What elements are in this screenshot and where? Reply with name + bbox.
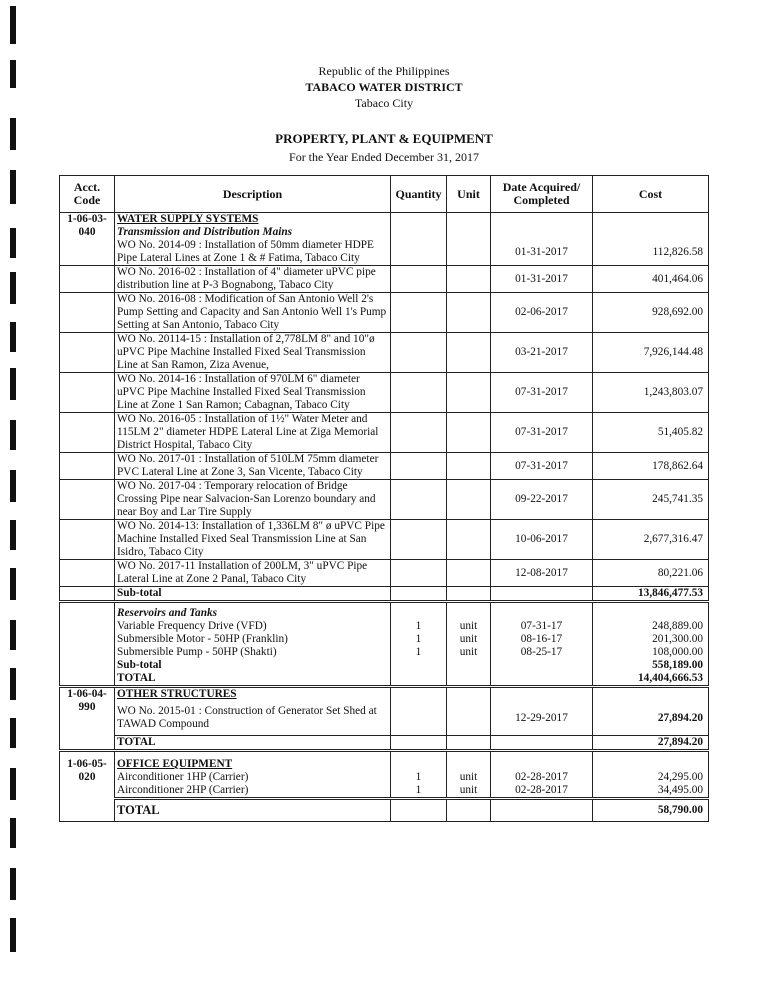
acct-code: 1-06-04- 990 bbox=[60, 687, 115, 736]
table-row bbox=[60, 293, 709, 333]
item-date: 08-25-17 bbox=[491, 646, 593, 659]
item-description: Airconditioner 2HP (Carrier) bbox=[115, 784, 391, 799]
item-cost: 27,894.20 bbox=[593, 701, 709, 736]
item-cost: 245,741.35 bbox=[593, 480, 709, 520]
table-row bbox=[60, 239, 709, 266]
item-cost: 1,243,803.07 bbox=[593, 373, 709, 413]
subsection-row bbox=[60, 602, 709, 621]
total-label: TOTAL bbox=[115, 736, 391, 751]
table-row bbox=[60, 771, 709, 784]
total-row bbox=[60, 672, 709, 687]
item-unit: unit bbox=[447, 784, 491, 799]
col-cost: Cost bbox=[593, 176, 709, 213]
item-cost: 112,826.58 bbox=[593, 239, 709, 266]
item-quantity: 1 bbox=[391, 784, 447, 799]
table-row bbox=[60, 560, 709, 587]
acct-code: 1-06-05- 020 bbox=[60, 751, 115, 799]
col-quantity: Quantity bbox=[391, 176, 447, 213]
item-date: 07-31-17 bbox=[491, 620, 593, 633]
subsection-row bbox=[60, 226, 709, 239]
section-title: OTHER STRUCTURES bbox=[115, 687, 391, 702]
table-row bbox=[60, 784, 709, 799]
total-value: 58,790.00 bbox=[593, 799, 709, 822]
total-label: TOTAL bbox=[115, 672, 391, 687]
item-date: 02-06-2017 bbox=[491, 293, 593, 333]
item-cost: 201,300.00 bbox=[593, 633, 709, 646]
subtotal-row bbox=[60, 587, 709, 602]
total-value: 27,894.20 bbox=[593, 736, 709, 751]
item-description: Submersible Motor - 50HP (Franklin) bbox=[115, 633, 391, 646]
item-description: WO No. 2015-01 : Construction of Generator Set Shed at TAWAD Compound bbox=[115, 701, 391, 736]
subtotal-row bbox=[60, 659, 709, 672]
item-description: WO No. 2016-08 : Modification of San Antonio Well 2's Pump Setting and Capacity and San Antonio Well 1's Pump Setting at San Antonio, Tabaco City bbox=[115, 293, 391, 333]
table-row bbox=[60, 480, 709, 520]
subtotal-value: 558,189.00 bbox=[593, 659, 709, 672]
ppe-table bbox=[59, 175, 709, 822]
item-unit: unit bbox=[447, 620, 491, 633]
subtotal-label: Sub-total bbox=[115, 587, 391, 602]
total-row bbox=[60, 799, 709, 822]
item-description: WO No. 2016-05 : Installation of 1½" Water Meter and 115LM 2" diameter HDPE Lateral Line at Ziga Memorial District Hospital, Tabaco City bbox=[115, 413, 391, 453]
col-date: Date Acquired/ Completed bbox=[491, 176, 593, 213]
item-cost: 24,295.00 bbox=[593, 771, 709, 784]
item-date: 07-31-2017 bbox=[491, 413, 593, 453]
item-date: 12-08-2017 bbox=[491, 560, 593, 587]
table-row bbox=[60, 333, 709, 373]
item-description: WO No. 2014-13: Installation of 1,336LM 8" ø uPVC Pipe Machine Installed Fixed Seal Transmission Line at San Isidro, Tabaco City bbox=[115, 520, 391, 560]
subsection-title: Reservoirs and Tanks bbox=[115, 602, 391, 621]
item-unit: unit bbox=[447, 633, 491, 646]
item-date: 02-28-2017 bbox=[491, 784, 593, 799]
item-description: WO No. 20114-15 : Installation of 2,778LM 8" and 10"ø uPVC Pipe Machine Installed Fixed Seal Transmission Line at San Ramon, Ziza Avenue, bbox=[115, 333, 391, 373]
item-unit: unit bbox=[447, 771, 491, 784]
item-description: WO No. 2014-16 : Installation of 970LM 6" diameter uPVC Pipe Machine Installed Fixed Seal Transmission Line at Zone 1 San Ramon; Cabagnan, Tabaco City bbox=[115, 373, 391, 413]
total-row bbox=[60, 736, 709, 751]
item-cost: 401,464.06 bbox=[593, 266, 709, 293]
item-cost: 80,221.06 bbox=[593, 560, 709, 587]
table-row bbox=[60, 413, 709, 453]
subtotal-label: Sub-total bbox=[115, 659, 391, 672]
acct-code: 1-06-03- 040 bbox=[60, 213, 115, 240]
document-title: PROPERTY, PLANT & EQUIPMENT bbox=[275, 131, 493, 146]
item-date: 03-21-2017 bbox=[491, 333, 593, 373]
agency-name: TABACO WATER DISTRICT bbox=[305, 80, 463, 94]
section-title: WATER SUPPLY SYSTEMS bbox=[115, 213, 391, 227]
table-row bbox=[60, 633, 709, 646]
total-label: TOTAL bbox=[115, 799, 391, 822]
subtotal-value: 13,846,477.53 bbox=[593, 587, 709, 602]
item-description: WO No. 2017-11 Installation of 200LM, 3" uPVC Pipe Lateral Line at Zone 2 Panal, Tabaco City bbox=[115, 560, 391, 587]
item-date: 07-31-2017 bbox=[491, 453, 593, 480]
item-quantity: 1 bbox=[391, 633, 447, 646]
item-description: WO No. 2017-01 : Installation of 510LM 75mm diameter PVC Lateral Line at Zone 3, San Vicente, Tabaco City bbox=[115, 453, 391, 480]
period-line: For the Year Ended December 31, 2017 bbox=[289, 150, 479, 164]
item-cost: 928,692.00 bbox=[593, 293, 709, 333]
section-row bbox=[60, 751, 709, 772]
item-description: WO No. 2014-09 : Installation of 50mm diameter HDPE Pipe Lateral Lines at Zone 1 & # Fatima, Tabaco City bbox=[115, 239, 391, 266]
item-cost: 51,405.82 bbox=[593, 413, 709, 453]
item-description: Submersible Pump - 50HP (Shakti) bbox=[115, 646, 391, 659]
item-cost: 7,926,144.48 bbox=[593, 333, 709, 373]
total-value: 14,404,666.53 bbox=[593, 672, 709, 687]
city-line: Tabaco City bbox=[354, 96, 414, 110]
item-date: 12-29-2017 bbox=[491, 701, 593, 736]
item-description: Variable Frequency Drive (VFD) bbox=[115, 620, 391, 633]
col-description: Description bbox=[115, 176, 391, 213]
item-date: 01-31-2017 bbox=[491, 266, 593, 293]
subsection-title: Transmission and Distribution Mains bbox=[115, 226, 391, 239]
section-title: OFFICE EQUIPMENT bbox=[115, 751, 391, 772]
section-row bbox=[60, 687, 709, 702]
item-cost: 178,862.64 bbox=[593, 453, 709, 480]
item-description: WO No. 2017-04 : Temporary relocation of Bridge Crossing Pipe near Salvacion-San Lorenzo boundary and near Boy and Lar Tire Supply bbox=[115, 480, 391, 520]
table-row bbox=[60, 620, 709, 633]
item-date: 09-22-2017 bbox=[491, 480, 593, 520]
col-unit: Unit bbox=[447, 176, 491, 213]
item-unit: unit bbox=[447, 646, 491, 659]
item-date: 08-16-17 bbox=[491, 633, 593, 646]
item-quantity: 1 bbox=[391, 771, 447, 784]
item-description: WO No. 2016-02 : Installation of 4" diameter uPVC pipe distribution line at P-3 Bognabong, Tabaco City bbox=[115, 266, 391, 293]
table-header-row bbox=[60, 176, 709, 213]
table-row bbox=[60, 373, 709, 413]
table-row bbox=[60, 266, 709, 293]
item-quantity: 1 bbox=[391, 646, 447, 659]
table-row bbox=[60, 646, 709, 659]
section-row bbox=[60, 213, 709, 227]
item-date: 01-31-2017 bbox=[491, 239, 593, 266]
republic-line: Republic of the Philippines bbox=[318, 64, 450, 78]
item-cost: 34,495.00 bbox=[593, 784, 709, 799]
item-cost: 2,677,316.47 bbox=[593, 520, 709, 560]
table-row bbox=[60, 701, 709, 736]
table-row bbox=[60, 453, 709, 480]
item-date: 10-06-2017 bbox=[491, 520, 593, 560]
item-date: 02-28-2017 bbox=[491, 771, 593, 784]
item-quantity: 1 bbox=[391, 620, 447, 633]
item-description: Airconditioner 1HP (Carrier) bbox=[115, 771, 391, 784]
item-cost: 108,000.00 bbox=[593, 646, 709, 659]
col-acct-code: Acct. Code bbox=[60, 176, 115, 213]
table-row bbox=[60, 520, 709, 560]
item-cost: 248,889.00 bbox=[593, 620, 709, 633]
item-date: 07-31-2017 bbox=[491, 373, 593, 413]
